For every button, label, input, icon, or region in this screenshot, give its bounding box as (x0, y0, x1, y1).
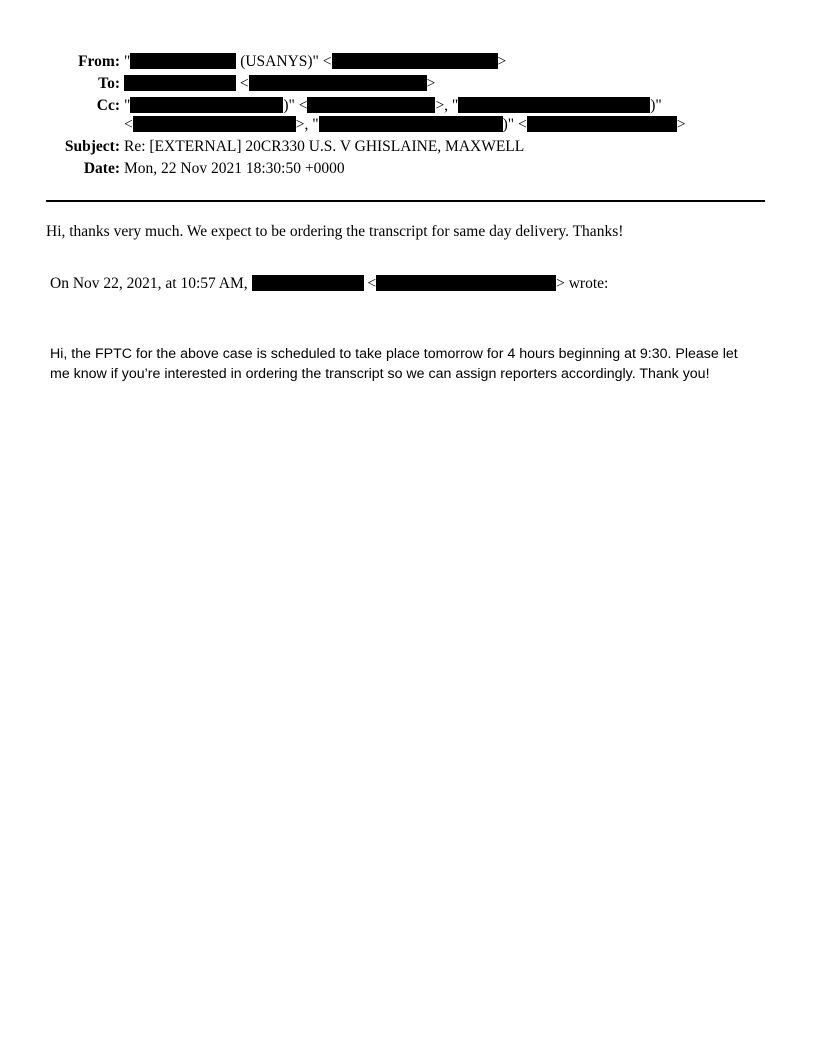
reply-text: Hi, thanks very much. We expect to be ordering the transcript for same day delivery. Thanks! (46, 223, 624, 240)
redaction-block (249, 75, 427, 91)
to-label: To: (98, 75, 120, 92)
redaction-block (376, 275, 556, 291)
redaction-block (458, 97, 650, 113)
subject-label: Subject: (64, 138, 120, 155)
redaction-block (307, 97, 435, 113)
quoted-line-1: Hi, the FPTC for the above case is scheduled to take place tomorrow for 4 hours beginning at 9:30. Please let (50, 346, 738, 362)
quote-attribution: On Nov 22, 2021, at 10:57 AM, < > wrote: (50, 275, 609, 292)
redaction-block (133, 116, 296, 132)
subject-value: Re: [EXTERNAL] 20CR330 U.S. V GHISLAINE, MAXWELL (124, 138, 525, 155)
redaction-block (319, 116, 503, 132)
quoted-line-2: me know if you’re interested in ordering the transcript so we can assign reporters accordingly. Thank you! (50, 366, 710, 382)
redaction-block (124, 75, 236, 91)
from-value: " (USANYS)" < > (124, 53, 507, 70)
header-divider (46, 200, 765, 202)
redaction-block (332, 53, 498, 69)
redaction-block (252, 275, 364, 291)
redaction-block (130, 97, 283, 113)
date-value: Mon, 22 Nov 2021 18:30:50 +0000 (124, 160, 345, 177)
from-label: From: (78, 53, 120, 70)
redaction-block (527, 116, 677, 132)
cc-value-line-1: " )" < >, " )" (124, 97, 662, 114)
to-value: < > (124, 75, 435, 93)
cc-value-line-2: < >, " )" < > (124, 116, 686, 133)
redaction-block (130, 53, 236, 69)
cc-label: Cc: (96, 97, 120, 114)
date-label: Date: (83, 160, 120, 177)
